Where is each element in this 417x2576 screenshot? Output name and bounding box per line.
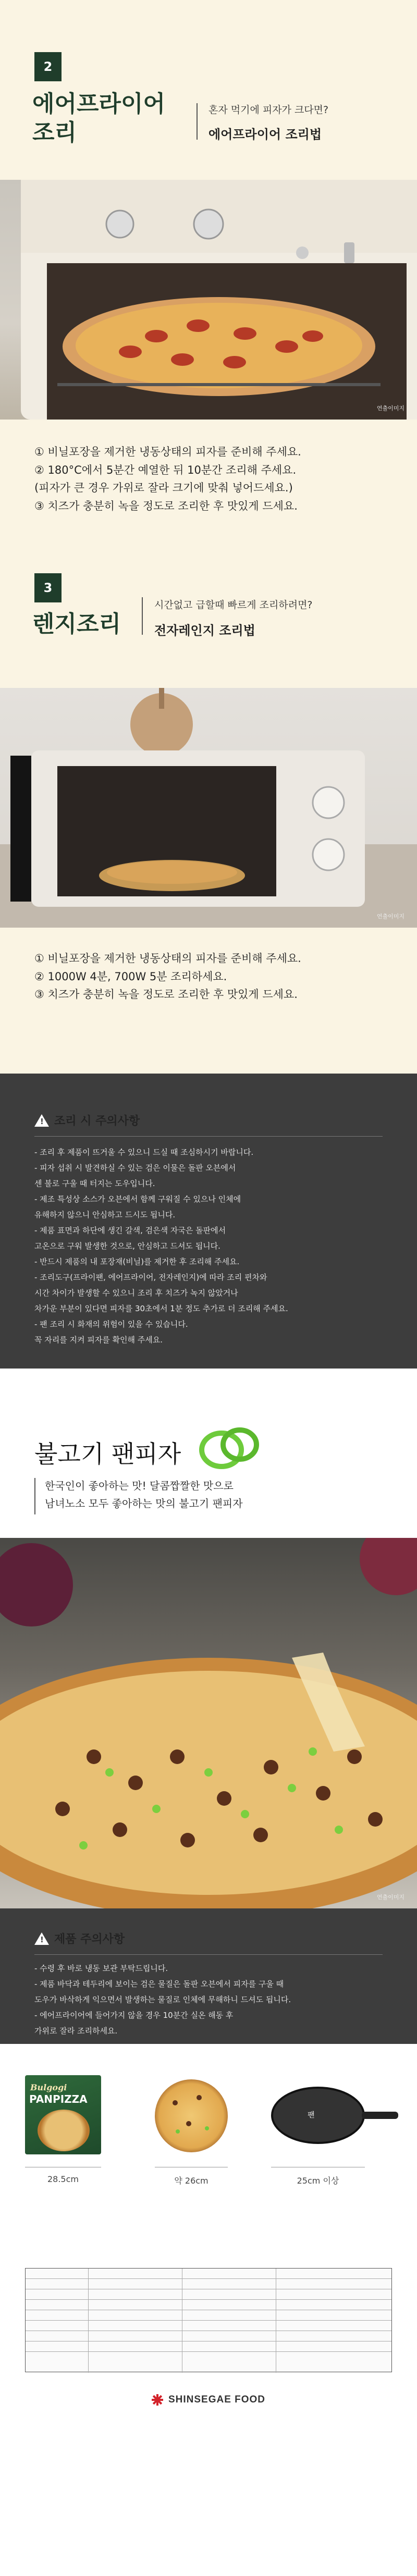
- photo-credit: 연출이미지: [376, 913, 404, 920]
- topping: [205, 2126, 209, 2130]
- title-line: 조리: [32, 119, 77, 146]
- cooking-caution-list: [34, 1144, 389, 1348]
- caution-line: - 제품 표면과 하단에 생긴 갈색, 검은색 자국은 돌판에서: [34, 1226, 226, 1235]
- brand-name: SHINSEGAE FOOD: [168, 2394, 266, 2405]
- shinsegae-logo-icon: [152, 2394, 163, 2406]
- topping: [176, 2129, 180, 2134]
- caution-line: - 제조 특성상 소스가 오븐에서 함께 구워질 수 있으나 인체에: [34, 1194, 241, 1204]
- microwave-illustration: [0, 688, 417, 928]
- label-row: [26, 2341, 391, 2352]
- step-number-badge: 2: [34, 52, 62, 81]
- caution-line: - 조리 후 제품이 뜨거울 수 있으니 드실 때 조심하시기 바랍니다.: [34, 1148, 254, 1157]
- box-pizza-image: [38, 2110, 90, 2151]
- caution-line: 고온으로 구워 발생한 것으로, 안심하고 드셔도 됩니다.: [34, 1241, 220, 1251]
- box-size-label: 28.5cm: [47, 2174, 79, 2184]
- pizza-top-view: [155, 2079, 228, 2152]
- caution-line: 센 불로 구울 때 터지는 도우입니다.: [34, 1179, 155, 1188]
- caution-line: - 반드시 제품의 내 포장재(비닐)를 제거한 후 조리해 주세요.: [34, 1257, 240, 1266]
- step-number-badge: 3: [34, 573, 62, 602]
- caution-line: 차가운 부분이 있다면 피자를 30초에서 1분 정도 추가로 더 조리해 주세요.: [34, 1304, 288, 1313]
- step-line: ① 비닐포장을 제거한 냉동상태의 피자를 준비해 주세요.: [34, 952, 301, 965]
- title-line: 에어프라이어: [32, 91, 166, 117]
- divider-line: [34, 1478, 35, 1514]
- heading-text: 제품 주의사항: [54, 1933, 125, 1946]
- warning-icon: !: [34, 1114, 49, 1127]
- divider-line: [34, 1954, 383, 1955]
- desc-line: 남녀노소 모두 좋아하는 맛의 불고기 팬피자: [45, 1497, 243, 1510]
- cooking-caution-heading: [34, 1112, 140, 1128]
- desc-line: 한국인이 좋아하는 맛! 달콤짭짤한 맛으로: [45, 1480, 234, 1492]
- caution-line: 시간 차이가 발생할 수 있으니 조리 후 치즈가 녹지 않았거나: [34, 1288, 238, 1298]
- bulgogi-title: 불고기 팬피자: [34, 1440, 181, 1468]
- photo-credit: 연출이미지: [376, 1894, 404, 1901]
- divider-line: [34, 1136, 383, 1137]
- microwave-section: [0, 547, 417, 1074]
- label-row: [26, 2331, 391, 2341]
- photo-credit: 연출이미지: [376, 405, 404, 412]
- caution-line: - 에어프라이어에 들어가지 않을 경우 10분간 실온 해동 후: [34, 2011, 234, 2020]
- microwave-steps: [34, 950, 301, 1004]
- size-section: [0, 2044, 417, 2252]
- footer-brand: [0, 2394, 417, 2406]
- topping: [197, 2095, 202, 2100]
- airfryer-subtitle: 에어프라이어 조리법: [208, 127, 322, 142]
- pan-size-label: 25cm 이상: [297, 2176, 339, 2186]
- microwave-photo: [0, 688, 417, 928]
- airfryer-title: [32, 90, 165, 147]
- caution-line: - 수령 후 바로 냉동 보관 부탁드립니다.: [34, 1964, 168, 1973]
- step-line: (피자가 큰 경우 가위로 잘라 크기에 맞춰 넣어드세요.): [34, 482, 293, 495]
- pizza-size-label: 약 26cm: [174, 2176, 208, 2186]
- microwave-question: 시간없고 급할때 빠르게 조리하려면?: [154, 599, 313, 611]
- topping: [173, 2100, 178, 2105]
- label-footer-section: [0, 2252, 417, 2576]
- label-row: [26, 2310, 391, 2321]
- caution-line: - 팬 조리 시 화재의 위험이 있을 수 있습니다.: [34, 1320, 188, 1329]
- frying-pan: [271, 2087, 365, 2144]
- caution-line: - 피자 섭취 시 발견하실 수 있는 검은 이물은 돌판 오븐에서: [34, 1163, 236, 1173]
- airfryer-steps: [34, 443, 301, 515]
- divider-line: [142, 597, 143, 635]
- label-row: [26, 2279, 391, 2289]
- airfryer-oven-illustration: [0, 180, 417, 420]
- label-row: [26, 2289, 391, 2300]
- pan-label: 팬: [308, 2111, 315, 2119]
- microwave-subtitle: 전자레인지 조리법: [154, 623, 255, 638]
- step-line: ③ 치즈가 충분히 녹을 정도로 조리한 후 맛있게 드세요.: [34, 499, 298, 512]
- step-line: ③ 치즈가 충분히 녹을 정도로 조리한 후 맛있게 드세요.: [34, 988, 298, 1001]
- label-row: [26, 2321, 391, 2331]
- product-caution-list: [34, 1961, 389, 2039]
- step-line: ② 1000W 4분, 700W 5분 조리하세요.: [34, 970, 227, 983]
- label-row: [26, 2300, 391, 2310]
- step-line: ② 180°C에서 5분간 예열한 뒤 10분간 조리해 주세요.: [34, 463, 297, 476]
- heading-text: 조리 시 주의사항: [54, 1115, 140, 1128]
- warning-icon: !: [34, 1932, 49, 1945]
- microwave-title: 렌지조리: [32, 611, 121, 637]
- green-pepper-icon: [198, 1425, 261, 1472]
- topping: [186, 2121, 191, 2126]
- label-column-divider: [88, 2269, 89, 2373]
- bulgogi-pizza-illustration: [0, 1538, 417, 1908]
- pan-handle: [362, 2112, 398, 2119]
- box-name: PANPIZZA: [29, 2093, 88, 2105]
- airfryer-section: [0, 0, 417, 547]
- airfryer-question: 혼자 먹기에 피자가 크다면?: [208, 104, 329, 116]
- product-caution-section: [0, 1908, 417, 2044]
- caution-line: 유해하지 않으니 안심하고 드시도 됩니다.: [34, 1210, 176, 1219]
- airfryer-photo: [0, 180, 417, 420]
- label-row: [26, 2269, 391, 2279]
- caution-line: 도우가 바삭하게 익으면서 발생하는 물질로 인체에 무해하니 드셔도 됩니다.: [34, 1995, 291, 2004]
- caution-line: - 제품 바닥과 테두리에 보이는 검은 물질은 돌판 오븐에서 피자를 구울 때: [34, 1979, 284, 1989]
- bulgogi-photo: [0, 1538, 417, 1908]
- product-label-table: [25, 2268, 392, 2372]
- caution-line: 가위로 잘라 조리하세요.: [34, 2026, 118, 2036]
- caution-line: - 조리도구(프라이팬, 에어프라이어, 전자레인지)에 따라 조리 편차와: [34, 1273, 267, 1282]
- bulgogi-section: [0, 1369, 417, 1908]
- bulgogi-description: [45, 1477, 243, 1512]
- divider-line: [197, 103, 198, 140]
- step-line: ① 비닐포장을 제거한 냉동상태의 피자를 준비해 주세요.: [34, 446, 301, 458]
- caution-line: 꼭 자리를 지켜 피자를 확인해 주세요.: [34, 1335, 163, 1345]
- cooking-caution-section: [0, 1074, 417, 1369]
- product-box: [25, 2075, 101, 2154]
- box-brand: Bulgogi: [30, 2082, 67, 2092]
- product-caution-heading: [34, 1930, 125, 1946]
